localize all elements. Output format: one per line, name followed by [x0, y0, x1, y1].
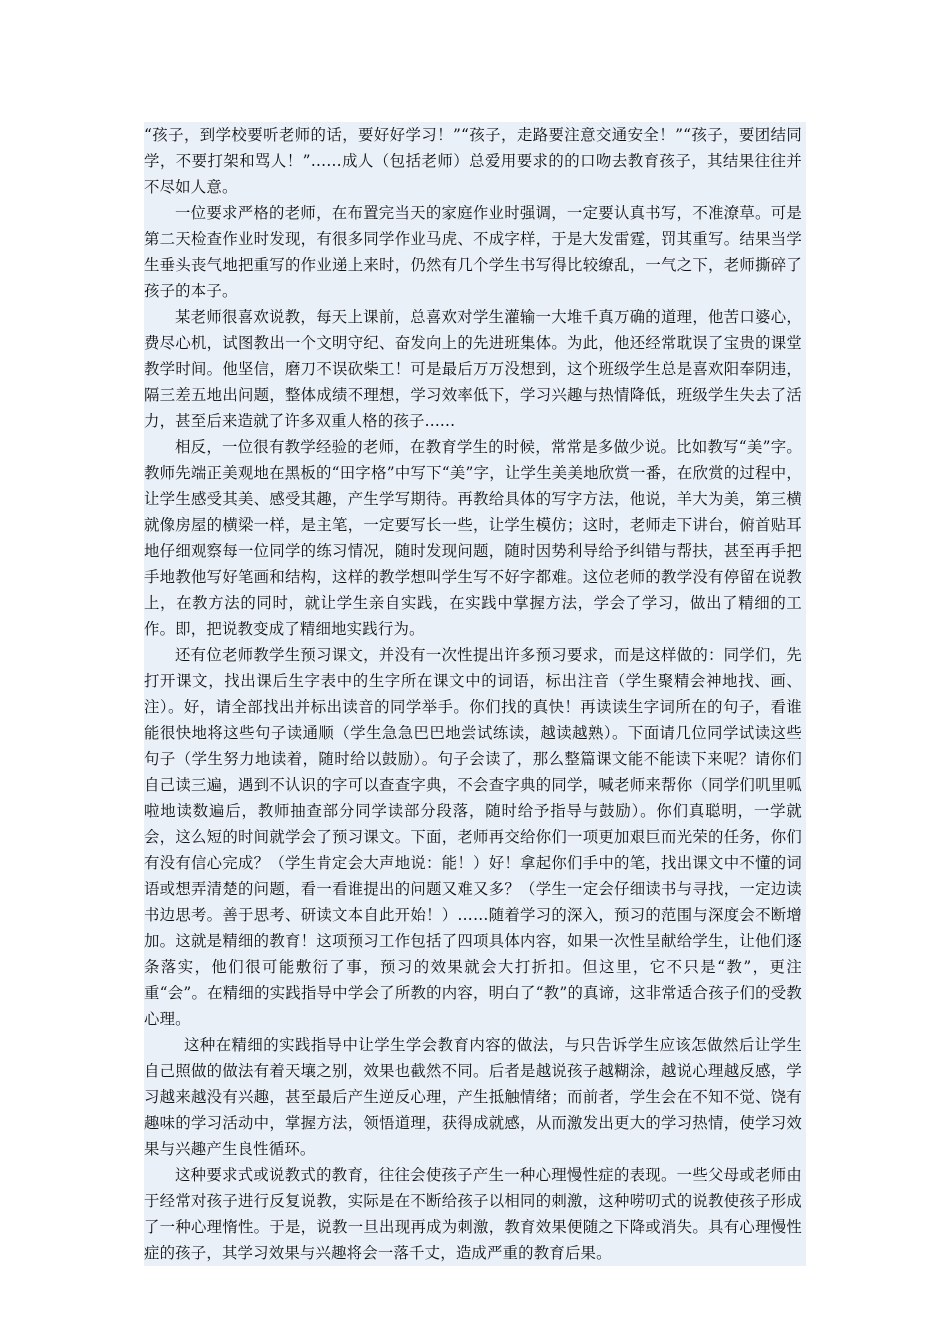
paragraph-intro: “孩子，到学校要听老师的话，要好好学习！”“孩子，走路要注意交通安全！”“孩子，要团结同学，不要打架和骂人！”……成人（包括老师）总爱用要求的的口吻去教育孩子，其结果往往并不尽如人意。 [144, 122, 806, 200]
paragraph-lecturing-teacher: 某老师很喜欢说教，每天上课前，总喜欢对学生灌输一大堆千真万确的道理，他苦口婆心，费尽心机，试图教出一个文明守纪、奋发向上的先进班集体。为此，他还经常耽误了宝贵的课堂教学时间。他坚信，磨刀不误砍柴工！可是最后万万没想到，这个班级学生总是喜欢阳奉阴违，隔三差五地出问题，整体成绩不理想，学习效率低下，学习兴趣与热情降低，班级学生失去了活力，甚至后来造就了许多双重人格的孩子...... [144, 304, 806, 434]
paragraph-experienced-teacher: 相反，一位很有教学经验的老师，在教育学生的时候，常常是多做少说。比如教写“美”字。教师先端正美观地在黑板的“田字格”中写下“美”字，让学生美美地欣赏一番，在欣赏的过程中，让学生感受其美、感受其趣，产生学写期待。再教给具体的写字方法，他说，羊大为美，第三横就像房屋的横梁一样，是主笔，一定要写长一些，让学生模仿；这时，老师走下讲台，俯首贴耳地仔细观察每一位同学的练习情况，随时发现问题，随时因势利导给予纠错与帮扶，甚至再手把手地教他写好笔画和结构，这样的教学想叫学生写不好字都难。这位老师的教学没有停留在说教上，在教方法的同时，就让学生亲自实践，在实践中掌握方法，学会了学习，做出了精细的工作。即，把说教变成了精细地实践行为。 [144, 434, 806, 642]
paragraph-strict-teacher: 一位要求严格的老师，在布置完当天的家庭作业时强调，一定要认真书写，不准潦草。可是第二天检查作业时发现，有很多同学作业马虎、不成字样，于是大发雷霆，罚其重写。结果当学生垂头丧气地把重写的作业递上来时，仍然有几个学生书写得比较缭乱，一气之下，老师撕碎了孩子的本子。 [144, 200, 806, 304]
article-body [144, 122, 806, 1266]
paragraph-conclusion: 这种要求式或说教式的教育，往往会使孩子产生一种心理慢性症的表现。一些父母或老师由于经常对孩子进行反复说教，实际是在不断给孩子以相同的刺激，这种唠叨式的说教使孩子形成了一种心理惰性。于是，说教一旦出现再成为刺激，教育效果便随之下降或消失。具有心理慢性症的孩子，其学习效果与兴趣将会一落千丈，造成严重的教育后果。 [144, 1162, 806, 1266]
paragraph-preview-lesson: 还有位老师教学生预习课文，并没有一次性提出许多预习要求，而是这样做的：同学们，先打开课文，找出课后生字表中的生字所在课文中的词语，标出注音（学生聚精会神地找、画、注）。好，请全部找出并标出读音的同学举手。你们找的真快！再读读生字词所在的句子，看谁能很快地将这些句子读通顺（学生急急巴巴地尝试练读，越读越熟）。下面请几位同学试读这些句子（学生努力地读着，随时给以鼓励）。句子会读了，那么整篇课文能不能读下来呢？请你们自己读三遍，遇到不认识的字可以查查字典，不会查字典的同学，喊老师来帮你（同学们叽里呱啦地读数遍后，教师抽查部分同学读部分段落，随时给予指导与鼓励）。你们真聪明，一学就会，这么短的时间就学会了预习课文。下面，老师再交给你们一项更加艰巨而光荣的任务，你们有没有信心完成？（学生肯定会大声地说：能！）好！拿起你们手中的笔，找出课文中不懂的词语或想弄清楚的问题，看一看谁提出的问题又难又多？（学生一定会仔细读书与寻找，一定边读书边思考。善于思考、研读文本自此开始！）……随着学习的深入，预习的范围与深度会不断增加。这就是精细的教育！这项预习工作包括了四项具体内容，如果一次性呈献给学生，让他们逐条落实，他们很可能敷衍了事，预习的效果就会大打折扣。但这里，它不只是“教”，更注重“会”。在精细的实践指导中学会了所教的内容，明白了“教”的真谛，这非常适合孩子们的受教心理。 [144, 642, 806, 1032]
paragraph-comparison: 这种在精细的实践指导中让学生学会教育内容的做法，与只告诉学生应该怎做然后让学生自己照做的做法有着天壤之别，效果也截然不同。后者是越说孩子越糊涂，越说心理越反感，学习越来越没有兴趣，甚至最后产生逆反心理，产生抵触情绪；而前者，学生会在不知不觉、饶有趣味的学习活动中，掌握方法，领悟道理，获得成就感，从而激发出更大的学习热情，使学习效果与兴趣产生良性循环。 [144, 1032, 806, 1162]
